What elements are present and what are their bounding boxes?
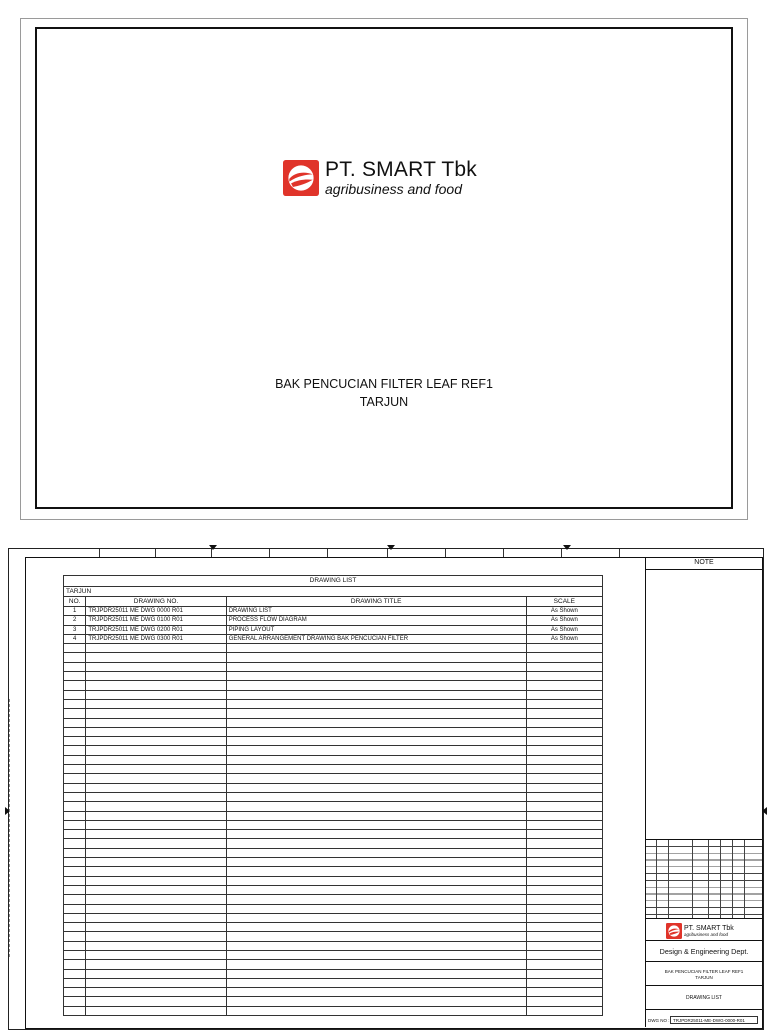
empty-cell: [226, 997, 526, 1006]
empty-row: [64, 672, 603, 681]
empty-cell: [226, 969, 526, 978]
empty-cell: [64, 960, 86, 969]
empty-cell: [64, 969, 86, 978]
empty-cell: [86, 709, 226, 718]
empty-cell: [86, 690, 226, 699]
empty-cell: [226, 913, 526, 922]
empty-cell: [526, 988, 602, 997]
row-no: 3: [64, 625, 86, 634]
empty-cell: [226, 672, 526, 681]
title-block-project: [646, 962, 762, 986]
empty-cell: [86, 737, 226, 746]
empty-row: [64, 885, 603, 894]
empty-row: [64, 755, 603, 764]
empty-cell: [64, 978, 86, 987]
empty-cell: [64, 941, 86, 950]
empty-cell: [86, 969, 226, 978]
empty-row: [64, 895, 603, 904]
empty-row: [64, 783, 603, 792]
drawing-list-table: [63, 575, 603, 1016]
empty-cell: [64, 885, 86, 894]
empty-cell: [526, 950, 602, 959]
empty-cell: [86, 681, 226, 690]
empty-cell: [64, 932, 86, 941]
empty-cell: [86, 895, 226, 904]
empty-row: [64, 727, 603, 736]
empty-cell: [64, 653, 86, 662]
row-drawing-title: DRAWING LIST: [226, 607, 526, 616]
empty-row: [64, 997, 603, 1006]
drawing-list-site: TARJUN: [64, 587, 603, 597]
empty-cell: [64, 783, 86, 792]
table-row: [64, 616, 603, 625]
row-drawing-title: GENERAL ARRANGEMENT DRAWING BAK PENCUCIAN FILTER: [226, 634, 526, 643]
empty-cell: [64, 820, 86, 829]
revision-grid: [646, 839, 762, 919]
empty-cell: [226, 681, 526, 690]
empty-cell: [86, 830, 226, 839]
empty-cell: [226, 923, 526, 932]
empty-cell: [64, 802, 86, 811]
empty-cell: [86, 839, 226, 848]
title-block-project-line2: TARJUN: [695, 974, 713, 980]
empty-row: [64, 820, 603, 829]
dwg-no-value: TRJPDR25011-ME-DWG-0000-R01: [670, 1016, 758, 1024]
empty-cell: [526, 727, 602, 736]
empty-cell: [526, 969, 602, 978]
empty-row: [64, 653, 603, 662]
empty-row: [64, 737, 603, 746]
empty-cell: [86, 988, 226, 997]
empty-cell: [526, 848, 602, 857]
empty-cell: [226, 858, 526, 867]
row-scale: As Shown: [526, 607, 602, 616]
empty-row: [64, 858, 603, 867]
empty-cell: [64, 718, 86, 727]
col-header-drawing-title: DRAWING TITLE: [226, 597, 526, 607]
table-row: [64, 634, 603, 643]
empty-cell: [526, 662, 602, 671]
empty-cell: [226, 904, 526, 913]
empty-row: [64, 941, 603, 950]
empty-cell: [226, 783, 526, 792]
empty-cell: [86, 858, 226, 867]
empty-row: [64, 709, 603, 718]
dwg-no-label: DWG NO :: [648, 1018, 670, 1023]
empty-cell: [226, 802, 526, 811]
empty-cell: [64, 923, 86, 932]
drawing-sheet: [8, 548, 764, 1030]
empty-cell: [226, 867, 526, 876]
empty-cell: [526, 820, 602, 829]
empty-row: [64, 792, 603, 801]
empty-cell: [226, 885, 526, 894]
drawing-list-title: DRAWING LIST: [64, 576, 603, 587]
empty-cell: [226, 746, 526, 755]
empty-cell: [226, 690, 526, 699]
empty-cell: [64, 737, 86, 746]
empty-cell: [64, 792, 86, 801]
table-row: [64, 625, 603, 634]
row-drawing-no: TRJPDR25011 ME DWG 0300 R01: [86, 634, 226, 643]
empty-cell: [226, 839, 526, 848]
empty-cell: [86, 978, 226, 987]
title-block-tagline: agribusiness and food: [684, 932, 729, 937]
cover-sheet: [20, 18, 748, 520]
empty-cell: [526, 792, 602, 801]
empty-row: [64, 913, 603, 922]
empty-cell: [526, 932, 602, 941]
empty-row: [64, 811, 603, 820]
empty-row: [64, 988, 603, 997]
empty-cell: [526, 737, 602, 746]
empty-cell: [64, 1006, 86, 1015]
empty-cell: [226, 830, 526, 839]
empty-cell: [86, 811, 226, 820]
empty-cell: [86, 765, 226, 774]
empty-cell: [86, 950, 226, 959]
empty-cell: [86, 774, 226, 783]
empty-cell: [526, 876, 602, 885]
row-scale: As Shown: [526, 634, 602, 643]
row-drawing-title: PIPING LAYOUT: [226, 625, 526, 634]
title-block-department: Design & Engineering Dept.: [646, 941, 762, 962]
row-drawing-title: PROCESS FLOW DIAGRAM: [226, 616, 526, 625]
empty-cell: [226, 941, 526, 950]
title-block-company: PT. SMART Tbk: [684, 925, 734, 932]
empty-cell: [86, 913, 226, 922]
empty-row: [64, 690, 603, 699]
empty-cell: [64, 895, 86, 904]
empty-cell: [86, 672, 226, 681]
col-header-no: NO.: [64, 597, 86, 607]
empty-cell: [526, 765, 602, 774]
empty-cell: [226, 960, 526, 969]
row-scale: As Shown: [526, 616, 602, 625]
empty-cell: [526, 681, 602, 690]
empty-row: [64, 718, 603, 727]
empty-cell: [86, 783, 226, 792]
empty-cell: [226, 978, 526, 987]
title-block-project-line1: BAK PENCUCIAN FILTER LEAF REF1: [664, 969, 744, 974]
empty-row: [64, 923, 603, 932]
empty-cell: [226, 644, 526, 653]
empty-cell: [526, 941, 602, 950]
empty-cell: [226, 653, 526, 662]
table-row: [64, 607, 603, 616]
empty-cell: [64, 746, 86, 755]
empty-cell: [526, 690, 602, 699]
empty-row: [64, 867, 603, 876]
row-no: 4: [64, 634, 86, 643]
empty-cell: [226, 709, 526, 718]
row-no: 1: [64, 607, 86, 616]
empty-cell: [526, 885, 602, 894]
empty-cell: [64, 774, 86, 783]
empty-cell: [86, 662, 226, 671]
row-no: 2: [64, 616, 86, 625]
cover-logo: [283, 159, 477, 196]
empty-cell: [86, 820, 226, 829]
empty-cell: [86, 802, 226, 811]
empty-cell: [526, 802, 602, 811]
empty-cell: [64, 950, 86, 959]
empty-cell: [526, 755, 602, 764]
empty-cell: [226, 848, 526, 857]
empty-cell: [64, 839, 86, 848]
empty-cell: [64, 876, 86, 885]
empty-row: [64, 839, 603, 848]
empty-cell: [86, 755, 226, 764]
empty-cell: [526, 923, 602, 932]
empty-cell: [526, 746, 602, 755]
empty-row: [64, 960, 603, 969]
empty-cell: [86, 746, 226, 755]
empty-cell: [64, 644, 86, 653]
empty-cell: [64, 755, 86, 764]
note-header: NOTE: [646, 557, 762, 570]
row-drawing-no: TRJPDR25011 ME DWG 0200 R01: [86, 625, 226, 634]
empty-cell: [226, 950, 526, 959]
smart-logo-icon: [283, 160, 319, 196]
empty-cell: [64, 765, 86, 774]
empty-row: [64, 848, 603, 857]
empty-row: [64, 746, 603, 755]
empty-row: [64, 681, 603, 690]
cover-border: [35, 27, 733, 509]
empty-row: [64, 969, 603, 978]
cover-project-title: BAK PENCUCIAN FILTER LEAF REF1: [275, 377, 493, 391]
empty-row: [64, 830, 603, 839]
empty-cell: [86, 792, 226, 801]
empty-cell: [86, 960, 226, 969]
title-block-drawing-title: DRAWING LIST: [646, 987, 762, 1010]
empty-cell: [526, 858, 602, 867]
empty-cell: [86, 885, 226, 894]
empty-cell: [64, 727, 86, 736]
empty-cell: [64, 681, 86, 690]
empty-cell: [526, 774, 602, 783]
empty-row: [64, 662, 603, 671]
empty-cell: [526, 978, 602, 987]
empty-cell: [64, 997, 86, 1006]
empty-cell: [86, 718, 226, 727]
empty-row: [64, 932, 603, 941]
empty-cell: [64, 709, 86, 718]
top-ruler: [61, 549, 661, 557]
empty-cell: [86, 1006, 226, 1015]
empty-cell: [526, 811, 602, 820]
cover-tagline: agribusiness and food: [325, 181, 462, 197]
empty-cell: [526, 1006, 602, 1015]
empty-row: [64, 904, 603, 913]
empty-cell: [86, 904, 226, 913]
empty-cell: [226, 765, 526, 774]
empty-row: [64, 978, 603, 987]
empty-cell: [64, 988, 86, 997]
empty-cell: [64, 867, 86, 876]
empty-cell: [526, 997, 602, 1006]
empty-cell: [86, 644, 226, 653]
cover-title-block: [37, 375, 731, 411]
empty-cell: [86, 867, 226, 876]
empty-cell: [526, 783, 602, 792]
title-block-column: [645, 557, 762, 1027]
empty-cell: [64, 858, 86, 867]
empty-cell: [86, 699, 226, 708]
cover-location: TARJUN: [359, 395, 409, 409]
center-mark-icon: [209, 545, 217, 550]
empty-cell: [86, 932, 226, 941]
title-block-logo: [646, 918, 762, 941]
empty-row: [64, 950, 603, 959]
empty-cell: [226, 755, 526, 764]
empty-cell: [526, 867, 602, 876]
empty-cell: [64, 848, 86, 857]
empty-cell: [64, 830, 86, 839]
empty-cell: [226, 792, 526, 801]
side-disclaimer-text: [4, 699, 16, 959]
center-mark-icon: [563, 545, 571, 550]
cover-company-name: PT. SMART Tbk: [325, 158, 477, 181]
empty-cell: [226, 1006, 526, 1015]
empty-cell: [64, 699, 86, 708]
center-mark-icon: [387, 545, 395, 550]
empty-cell: [226, 662, 526, 671]
empty-row: [64, 765, 603, 774]
empty-cell: [226, 988, 526, 997]
empty-cell: [226, 811, 526, 820]
empty-cell: [86, 941, 226, 950]
empty-cell: [226, 876, 526, 885]
empty-cell: [526, 644, 602, 653]
empty-row: [64, 644, 603, 653]
empty-cell: [64, 913, 86, 922]
empty-cell: [226, 932, 526, 941]
empty-row: [64, 802, 603, 811]
empty-cell: [226, 820, 526, 829]
empty-cell: [64, 811, 86, 820]
smart-logo-icon: [666, 923, 682, 939]
empty-cell: [86, 923, 226, 932]
empty-cell: [526, 960, 602, 969]
empty-cell: [86, 848, 226, 857]
empty-cell: [64, 690, 86, 699]
empty-cell: [526, 653, 602, 662]
empty-cell: [226, 727, 526, 736]
empty-row: [64, 876, 603, 885]
empty-cell: [526, 839, 602, 848]
empty-cell: [226, 737, 526, 746]
row-scale: As Shown: [526, 625, 602, 634]
empty-cell: [64, 662, 86, 671]
empty-row: [64, 699, 603, 708]
empty-cell: [86, 876, 226, 885]
empty-cell: [226, 718, 526, 727]
empty-cell: [226, 699, 526, 708]
empty-cell: [86, 997, 226, 1006]
empty-cell: [526, 672, 602, 681]
empty-cell: [86, 727, 226, 736]
empty-cell: [526, 830, 602, 839]
col-header-scale: SCALE: [526, 597, 602, 607]
empty-cell: [64, 672, 86, 681]
empty-cell: [526, 895, 602, 904]
empty-cell: [226, 895, 526, 904]
row-drawing-no: TRJPDR25011 ME DWG 0000 R01: [86, 607, 226, 616]
empty-cell: [526, 913, 602, 922]
empty-cell: [226, 774, 526, 783]
empty-cell: [526, 709, 602, 718]
empty-cell: [526, 699, 602, 708]
empty-row: [64, 1006, 603, 1015]
empty-cell: [64, 904, 86, 913]
empty-cell: [526, 718, 602, 727]
empty-cell: [526, 904, 602, 913]
row-drawing-no: TRJPDR25011 ME DWG 0100 R01: [86, 616, 226, 625]
empty-row: [64, 774, 603, 783]
empty-cell: [86, 653, 226, 662]
col-header-drawing-no: DRAWING NO.: [86, 597, 226, 607]
